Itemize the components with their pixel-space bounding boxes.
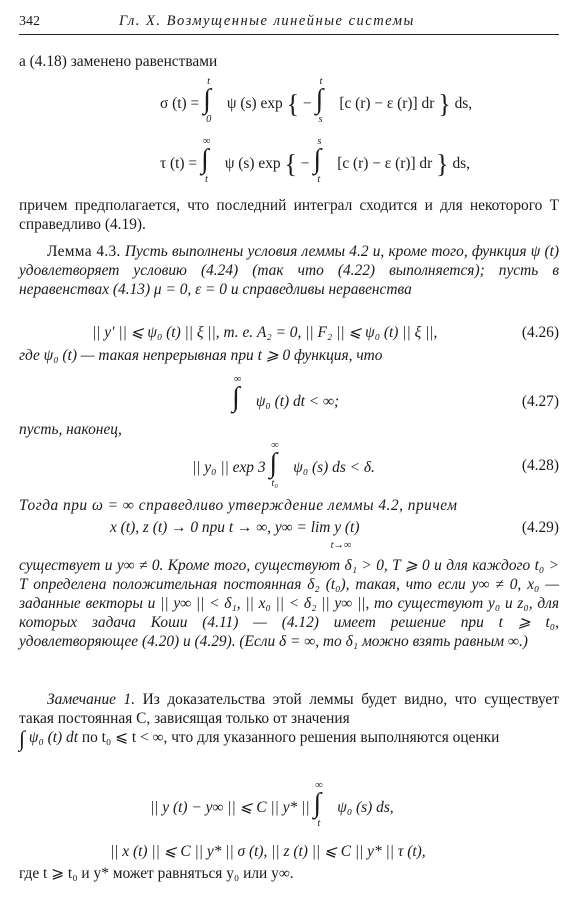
- equation-4-28: || y₀ || exp 3 ∫ ∞ t₀ ψ₀ (s) ds < δ.: [192, 440, 375, 489]
- page-number: 342: [19, 14, 40, 29]
- eq-tau-inner: [c (r) − ε (r)] dr: [337, 155, 433, 172]
- paragraph-existence: существует и y∞ ≠ 0. Кроме того, существуют δ₁ > 0, T ⩾ 0 и для каждого t₀ > T определена положительная постоянная δ₂ (t₀), такая, что если y∞ ≠ 0, x₀ — заданные векторы и || y∞ || < δ₁, || x₀ || < δ₂ || y∞ ||, то существуют y₀ и z₀, для которых задача Коши (4.11) — (4.12) имеет решение при t ⩾ t₀, удовлетворяющее (4.20) и (4.29). (Если δ = ∞, то δ₁ можно взять равным ∞.): [19, 557, 559, 650]
- then-line: Тогда при ω = ∞ справедливо утверждение леммы 4.2, причем: [19, 497, 458, 514]
- integral-sign: ∫ s t: [313, 136, 322, 185]
- integral-sign: ∫ ∞ t: [313, 780, 323, 829]
- remark-line1: Из доказательства этой леммы будет видно, что существует такая постоянная C, зависящая только от значения: [19, 691, 559, 727]
- remark-title: Замечание 1.: [47, 691, 136, 708]
- integral-sign: ∫ t s: [315, 76, 324, 125]
- equation-4-27: ∫ ∞ ψ₀ (t) dt < ∞;: [232, 374, 340, 413]
- eq-tau-lhs: τ (t) =: [160, 155, 198, 172]
- where-line: где ψ₀ (t) — такая непрерывная при t ⩾ 0 функция, что: [19, 347, 383, 364]
- integral-sign: ∫ ∞ t₀: [269, 440, 279, 489]
- finally-line: пусть, наконец,: [19, 421, 122, 438]
- remark-line2: по t₀ ⩽ t < ∞, что для указанного решения выполняются оценки: [81, 729, 500, 746]
- eq-tau-integrand: ψ (s) exp: [224, 155, 281, 172]
- equation-tau: τ (t) = ∫ ∞ t ψ (s) exp { − ∫ s t [c (r) − ε (r)] dr } ds,: [160, 136, 470, 185]
- integral-sign: ∫ ∞ t: [200, 136, 211, 185]
- lemma-text: Пусть выполнены условия леммы 4.2 и, кроме того, функция ψ (t) удовлетворяет условию (4.24) (так что (4.22) выполняется); пусть в неравенствах (4.13) μ = 0, ε = 0 и справедливы неравенства: [19, 243, 559, 298]
- header-rule: [19, 34, 559, 35]
- equation-estimate-xz: || x (t) || ⩽ C || y* || σ (t), || z (t) || ⩽ C || y* || τ (t),: [110, 843, 426, 860]
- equation-4-26: || y′ || ⩽ ψ₀ (t) || ξ ||, т. е. A₂ = 0, || F₂ || ⩽ ψ₀ (t) || ξ ||,: [92, 324, 438, 341]
- running-head: Гл. X. Возмущенные линейные системы: [119, 13, 415, 29]
- equation-4-29: x (t), z (t) → 0 при t → ∞, y∞ = lim y (t) t→∞: [110, 519, 360, 551]
- lemma-title: Лемма 4.3.: [47, 243, 121, 260]
- integral-sign: ∫: [19, 726, 26, 751]
- equation-number-4-27: (4.27): [521, 393, 559, 410]
- integral-sign: ∫ t 0: [203, 76, 212, 125]
- eq-sigma-integrand: ψ (s) exp: [226, 95, 283, 112]
- equation-sigma: σ (t) = ∫ t 0 ψ (s) exp { − ∫ t s [c (r) − ε (r)] dr } ds,: [160, 76, 473, 125]
- equation-number-4-29: (4.29): [521, 519, 559, 536]
- equation-estimate-y: || y (t) − y∞ || ⩽ C || y* || ∫ ∞ t ψ₀ (s) ds,: [150, 780, 394, 829]
- equation-number-4-28: (4.28): [521, 457, 559, 474]
- intro-line: а (4.18) заменено равенствами: [19, 53, 218, 70]
- lemma-4-3: [19, 242, 559, 299]
- eq-sigma-lhs: σ (t) =: [160, 95, 200, 112]
- final-line: где t ⩾ t₀ и y* может равняться y₀ или y∞.: [19, 865, 294, 882]
- remark-int-expr: ψ₀ (t) dt: [28, 729, 78, 746]
- equation-number-4-26: (4.26): [521, 324, 559, 341]
- paragraph-assumption: причем предполагается, что последний интеграл сходится и для некоторого T справедливо (4.19).: [19, 197, 559, 233]
- integral-sign: ∫ ∞: [232, 374, 242, 413]
- eq-sigma-inner: [c (r) − ε (r)] dr: [339, 95, 435, 112]
- page-header: [19, 10, 559, 32]
- remark-1: [19, 690, 559, 751]
